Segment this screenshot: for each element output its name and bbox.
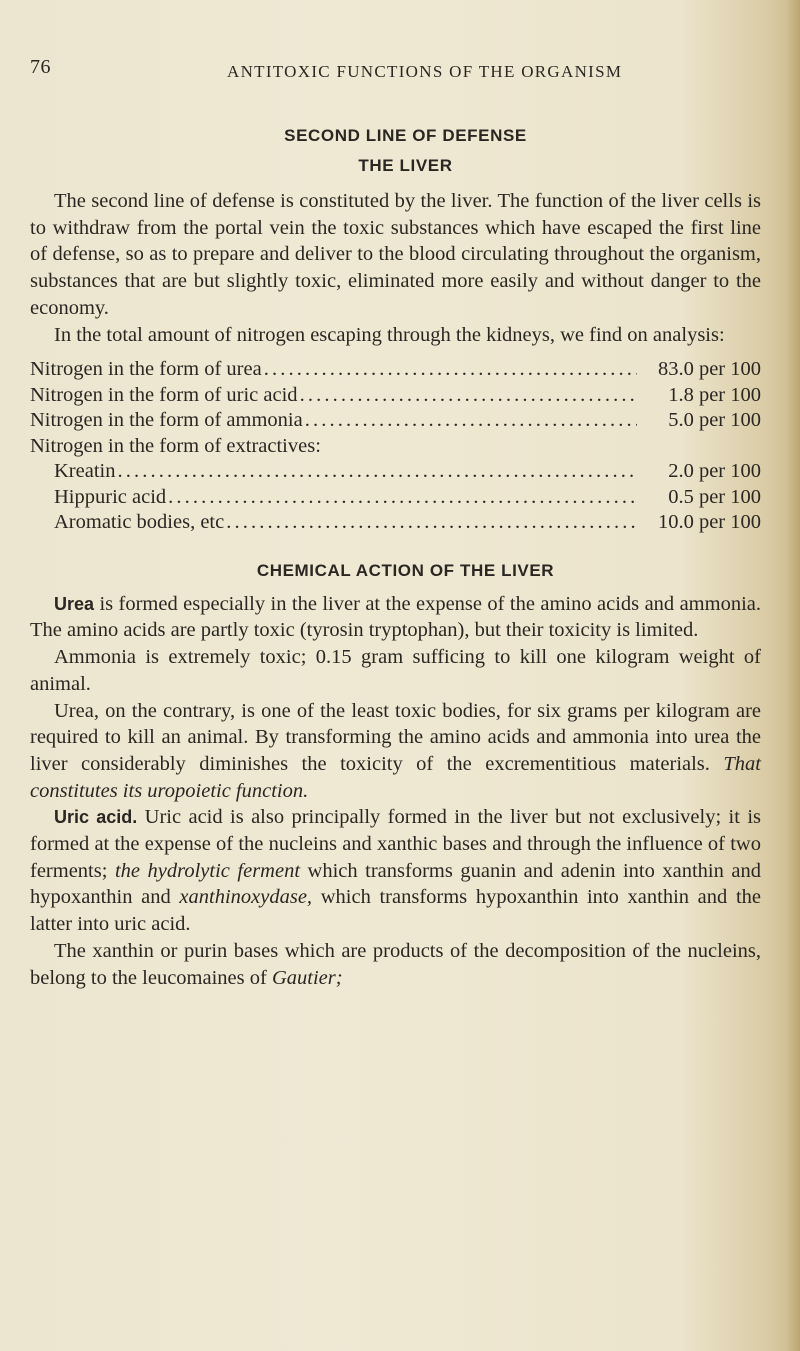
- section-heading: SECOND LINE OF DEFENSE: [284, 126, 527, 145]
- italic-text: xanthinoxydase,: [179, 886, 313, 909]
- page-number: 76: [30, 56, 51, 78]
- paragraph-text: which transforms hypoxanthin into xanthin and the latter into uric acid.: [30, 886, 761, 936]
- paragraph-text: Ammonia is extremely toxic; 0.15 gram sufficing to kill one kilogram weight of animal.: [30, 646, 761, 695]
- runin-term: Uric acid.: [54, 807, 138, 828]
- row-label: Nitrogen in the form of urea: [30, 358, 262, 381]
- runin-term: Urea: [54, 593, 95, 614]
- italic-text: the hydrolytic ferment: [114, 859, 301, 882]
- page-edge-shadow: [786, 0, 800, 1351]
- table-group-row: [30, 434, 761, 460]
- paragraph: [30, 591, 761, 644]
- row-value: 0.5 per 100: [668, 485, 761, 508]
- paragraph-text: is formed especially in the liver at the expense of the amino acids and ammonia. The amino acids are partly toxic (tyrosin tryptophan), but their toxicity is limited.: [30, 592, 761, 642]
- running-head: ANTITOXIC FUNCTIONS OF THE ORGANISM: [227, 62, 623, 81]
- leader-dots: [166, 485, 637, 511]
- leader-dots: [298, 383, 637, 409]
- paragraph-text: which transforms guanin and adenin into xanthin and hypoxanthin and: [30, 859, 761, 909]
- italic-text: Gautier;: [271, 966, 343, 989]
- row-value: 83.0 per 100: [657, 358, 761, 381]
- paragraph-text: Urea, on the contrary, is one of the least toxic bodies, for six grams per kilogram are required to kill an animal. By transforming the amino acids and ammonia into urea the liver considerably diminishes the toxicity of the excrementitious materials.: [30, 699, 761, 775]
- paragraph: [30, 698, 761, 805]
- leader-dots: [262, 357, 637, 383]
- table-subrow: [30, 485, 761, 511]
- page-body: [30, 126, 761, 991]
- paragraph: In the total amount of nitrogen escaping through the kidneys, we find on analysis:: [54, 323, 725, 346]
- row-label: Aromatic bodies, etc: [54, 511, 225, 534]
- row-label: Hippuric acid: [54, 485, 167, 508]
- paragraph: [30, 804, 761, 938]
- table-subrow: [30, 510, 761, 536]
- paragraph: [30, 938, 761, 991]
- table-row: [30, 383, 761, 409]
- row-value: 2.0 per 100: [668, 460, 761, 483]
- table-row: [30, 357, 761, 383]
- row-value: 10.0 per 100: [657, 511, 761, 534]
- row-label: Nitrogen in the form of ammonia: [30, 409, 303, 432]
- section-subheading: THE LIVER: [358, 156, 453, 175]
- italic-text: That constitutes its uropoietic function.: [30, 752, 761, 802]
- section-heading: CHEMICAL ACTION OF THE LIVER: [256, 560, 555, 580]
- row-value: 5.0 per 100: [668, 409, 761, 432]
- leader-dots: [224, 510, 637, 536]
- paragraph-text: The xanthin or purin bases which are products of the decomposition of the nucleins, belong to the leucomaines of: [30, 939, 761, 989]
- group-label: Nitrogen in the form of extractives:: [30, 434, 321, 457]
- paragraph: [30, 644, 761, 697]
- paragraph-text: Uric acid is also principally formed in the liver but not exclusively; it is formed at the expense of the nucleins and xanthic bases and through the influence of two ferments;: [30, 806, 761, 882]
- table-row: [30, 408, 761, 434]
- table-subrow: [30, 459, 761, 485]
- row-value: 1.8 per 100: [668, 383, 761, 406]
- leader-dots: [115, 459, 637, 485]
- leader-dots: [303, 408, 637, 434]
- row-label: Nitrogen in the form of uric acid: [30, 383, 298, 406]
- nitrogen-table: [30, 357, 761, 536]
- row-label: Kreatin: [54, 460, 116, 483]
- paragraph: The second line of defense is constituted by the liver. The function of the liver cells is to withdraw from the portal vein the toxic substances which have escaped the first line of defense, so as to prepare and deliver to the blood circulating throughout the organism, substances that are but slightly toxic, eliminated more easily and without danger to the economy.: [30, 190, 761, 319]
